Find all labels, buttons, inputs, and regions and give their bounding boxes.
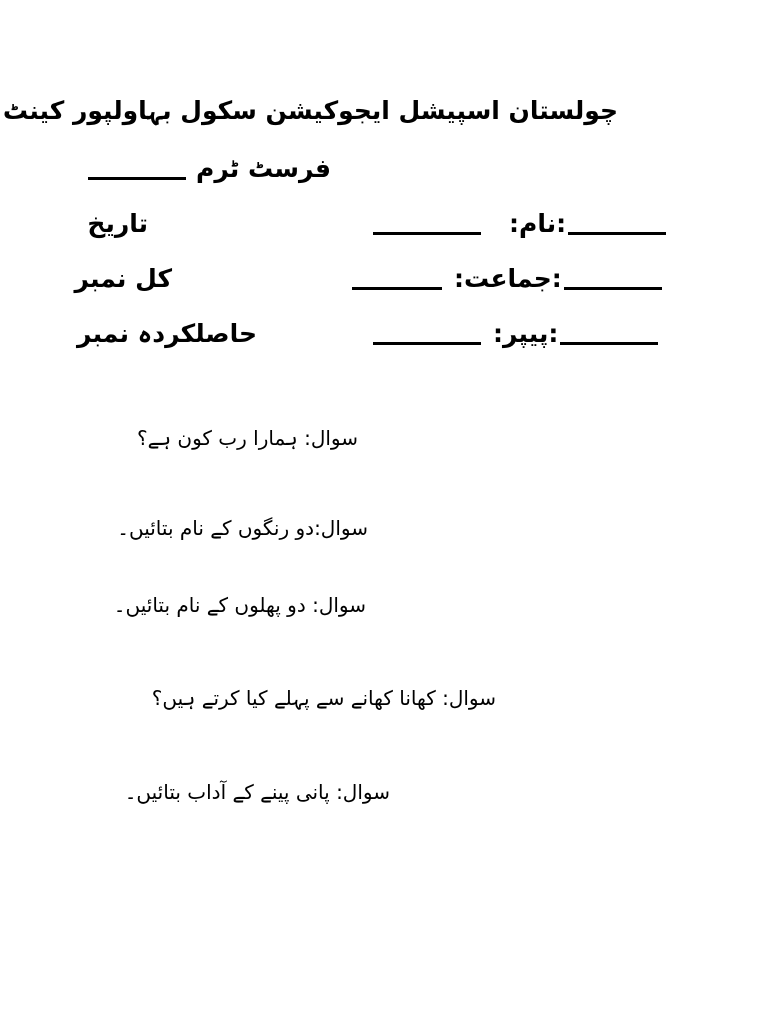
- question-1: سوال: ہمارا رب کون ہے؟: [136, 426, 358, 450]
- term-label: فرسٹ ٹرم: [196, 154, 331, 183]
- class-label: :جماعت:: [454, 264, 562, 293]
- question-5: سوال: پانی پینے کے آداب بتائیں۔: [124, 780, 390, 804]
- term-row: [88, 153, 331, 185]
- question-2: سوال:دو رنگوں کے نام بتائیں۔: [117, 516, 368, 540]
- school-title: چولستان اسپیشل ایجوکیشن سکول بہاولپور کینٹ: [2, 96, 618, 125]
- class-field-row: [352, 263, 662, 295]
- name-field-row: [373, 208, 666, 240]
- paper-label: :پیپر:: [493, 319, 559, 348]
- paper-blank-line-1: [373, 342, 481, 345]
- paper-blank-line-2: [560, 342, 658, 345]
- class-blank-line-2: [564, 287, 662, 290]
- term-blank-line: [88, 177, 186, 180]
- total-marks-label: کل نمبر: [74, 264, 172, 293]
- paper-field-row: [373, 318, 658, 350]
- question-4: سوال: کھانا کھانے سے پہلے کیا کرتے ہیں؟: [151, 686, 496, 710]
- name-label: :نام:: [509, 209, 567, 238]
- name-blank-line-1: [373, 232, 481, 235]
- date-label: تاریخ: [87, 209, 148, 238]
- class-blank-line-1: [352, 287, 442, 290]
- question-3: سوال: دو پھلوں کے نام بتائیں۔: [113, 593, 366, 617]
- obtained-marks-label: حاصلکردہ نمبر: [77, 319, 257, 348]
- name-blank-line-2: [568, 232, 666, 235]
